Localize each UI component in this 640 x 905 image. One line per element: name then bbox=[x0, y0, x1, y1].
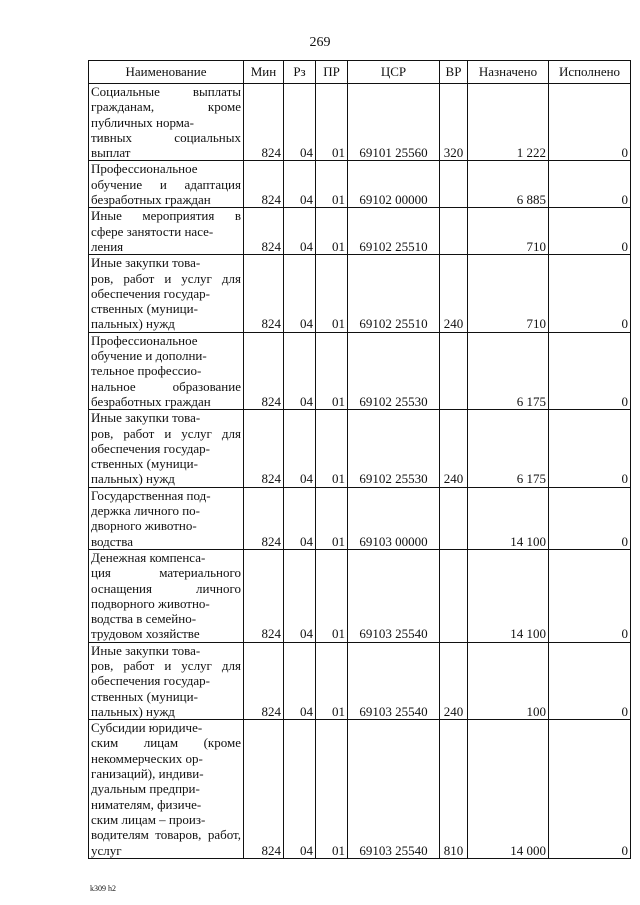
cell-csr: 69102 25510 bbox=[348, 208, 440, 255]
cell-assigned: 14 100 bbox=[468, 487, 549, 549]
table-row bbox=[89, 642, 631, 719]
cell-pr: 01 bbox=[316, 332, 348, 409]
cell-min: 824 bbox=[244, 208, 284, 255]
cell-csr: 69102 25530 bbox=[348, 332, 440, 409]
cell-executed: 0 bbox=[549, 84, 631, 161]
cell-csr: 69102 25530 bbox=[348, 410, 440, 487]
header-pr: ПР bbox=[316, 61, 348, 84]
cell-vr: 240 bbox=[440, 255, 468, 332]
cell-assigned: 6 175 bbox=[468, 332, 549, 409]
table-row bbox=[89, 332, 631, 409]
cell-name: Денежная компенса- ция материального оснащения личного подворного животно- водства в семейно- трудовом хозяйстве bbox=[89, 549, 244, 642]
cell-min: 824 bbox=[244, 84, 284, 161]
cell-name: Социальные выплаты гражданам, кроме публичных норма- тивных социальных выплат bbox=[89, 84, 244, 161]
header-min: Мин bbox=[244, 61, 284, 84]
cell-min: 824 bbox=[244, 487, 284, 549]
header-row bbox=[89, 61, 631, 84]
cell-min: 824 bbox=[244, 642, 284, 719]
cell-rz: 04 bbox=[284, 208, 316, 255]
cell-rz: 04 bbox=[284, 410, 316, 487]
header-csr: ЦСР bbox=[348, 61, 440, 84]
table-row bbox=[89, 208, 631, 255]
cell-name: Субсидии юридиче- ским лицам (кроме некоммерческих ор- ганизаций), индиви- дуальным предпри- нимателям, физиче- ским лицам – произ- водителям товаров, работ, услуг bbox=[89, 720, 244, 859]
header-assigned: Назначено bbox=[468, 61, 549, 84]
header-rz: Рз bbox=[284, 61, 316, 84]
cell-min: 824 bbox=[244, 720, 284, 859]
cell-name: Профессиональное обучение и адаптация безработных граждан bbox=[89, 161, 244, 208]
table-row bbox=[89, 720, 631, 859]
cell-assigned: 6 885 bbox=[468, 161, 549, 208]
cell-min: 824 bbox=[244, 549, 284, 642]
cell-pr: 01 bbox=[316, 208, 348, 255]
cell-executed: 0 bbox=[549, 255, 631, 332]
cell-csr: 69103 00000 bbox=[348, 487, 440, 549]
cell-vr: 320 bbox=[440, 84, 468, 161]
header-name: Наименование bbox=[89, 61, 244, 84]
cell-assigned: 6 175 bbox=[468, 410, 549, 487]
cell-name: Профессиональное обучение и дополни- тельное профессио- нальное образование безработных граждан bbox=[89, 332, 244, 409]
cell-executed: 0 bbox=[549, 410, 631, 487]
header-executed: Исполнено bbox=[549, 61, 631, 84]
cell-vr bbox=[440, 208, 468, 255]
footer-code: k309 h2 bbox=[90, 884, 116, 893]
table-row bbox=[89, 161, 631, 208]
header-vr: ВР bbox=[440, 61, 468, 84]
cell-rz: 04 bbox=[284, 549, 316, 642]
cell-assigned: 14 000 bbox=[468, 720, 549, 859]
cell-vr bbox=[440, 161, 468, 208]
page-number: 269 bbox=[309, 35, 331, 50]
table-row bbox=[89, 410, 631, 487]
cell-assigned: 1 222 bbox=[468, 84, 549, 161]
cell-rz: 04 bbox=[284, 642, 316, 719]
cell-rz: 04 bbox=[284, 487, 316, 549]
cell-min: 824 bbox=[244, 410, 284, 487]
cell-pr: 01 bbox=[316, 720, 348, 859]
cell-executed: 0 bbox=[549, 549, 631, 642]
table-row bbox=[89, 255, 631, 332]
cell-vr bbox=[440, 332, 468, 409]
cell-vr bbox=[440, 549, 468, 642]
cell-executed: 0 bbox=[549, 332, 631, 409]
cell-pr: 01 bbox=[316, 84, 348, 161]
cell-min: 824 bbox=[244, 332, 284, 409]
cell-vr: 240 bbox=[440, 410, 468, 487]
cell-pr: 01 bbox=[316, 487, 348, 549]
cell-executed: 0 bbox=[549, 487, 631, 549]
cell-pr: 01 bbox=[316, 549, 348, 642]
cell-min: 824 bbox=[244, 161, 284, 208]
cell-pr: 01 bbox=[316, 255, 348, 332]
cell-csr: 69102 25510 bbox=[348, 255, 440, 332]
cell-csr: 69101 25560 bbox=[348, 84, 440, 161]
cell-rz: 04 bbox=[284, 332, 316, 409]
cell-vr: 240 bbox=[440, 642, 468, 719]
cell-name: Иные мероприятия в сфере занятости насе- ления bbox=[89, 208, 244, 255]
cell-csr: 69103 25540 bbox=[348, 642, 440, 719]
cell-executed: 0 bbox=[549, 161, 631, 208]
cell-csr: 69103 25540 bbox=[348, 549, 440, 642]
table-row bbox=[89, 84, 631, 161]
cell-min: 824 bbox=[244, 255, 284, 332]
cell-pr: 01 bbox=[316, 410, 348, 487]
cell-assigned: 14 100 bbox=[468, 549, 549, 642]
cell-name: Государственная под- держка личного по- дворного животно- водства bbox=[89, 487, 244, 549]
cell-pr: 01 bbox=[316, 161, 348, 208]
cell-executed: 0 bbox=[549, 642, 631, 719]
cell-assigned: 100 bbox=[468, 642, 549, 719]
table-row bbox=[89, 487, 631, 549]
cell-executed: 0 bbox=[549, 720, 631, 859]
cell-rz: 04 bbox=[284, 720, 316, 859]
cell-name: Иные закупки това- ров, работ и услуг для обеспечения государ- ственных (муници- пальных) нужд bbox=[89, 410, 244, 487]
table-row bbox=[89, 549, 631, 642]
cell-assigned: 710 bbox=[468, 255, 549, 332]
cell-name: Иные закупки това- ров, работ и услуг для обеспечения государ- ственных (муници- пальных) нужд bbox=[89, 642, 244, 719]
cell-vr: 810 bbox=[440, 720, 468, 859]
cell-rz: 04 bbox=[284, 161, 316, 208]
cell-rz: 04 bbox=[284, 255, 316, 332]
cell-name: Иные закупки това- ров, работ и услуг для обеспечения государ- ственных (муници- пальных) нужд bbox=[89, 255, 244, 332]
budget-table bbox=[88, 60, 631, 859]
cell-csr: 69103 25540 bbox=[348, 720, 440, 859]
cell-vr bbox=[440, 487, 468, 549]
cell-assigned: 710 bbox=[468, 208, 549, 255]
cell-pr: 01 bbox=[316, 642, 348, 719]
cell-rz: 04 bbox=[284, 84, 316, 161]
cell-csr: 69102 00000 bbox=[348, 161, 440, 208]
cell-executed: 0 bbox=[549, 208, 631, 255]
